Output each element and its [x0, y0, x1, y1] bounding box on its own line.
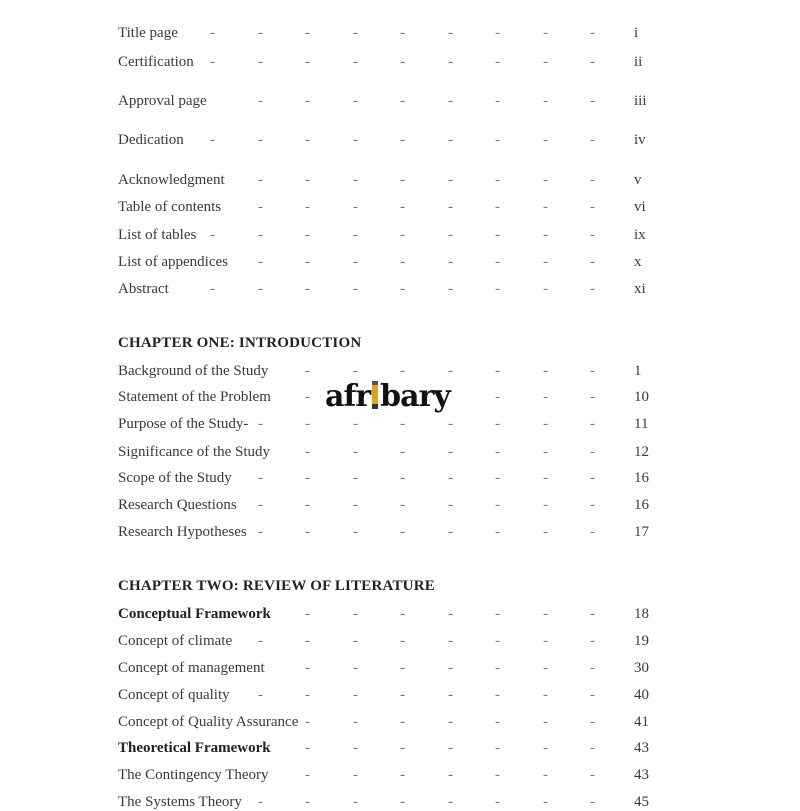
leader-dash: -	[590, 497, 595, 513]
toc-entry	[0, 226, 800, 244]
leader-dash: -	[590, 93, 595, 109]
leader-dash: -	[448, 93, 453, 109]
leader-dash: -	[305, 714, 310, 730]
leader-dash: -	[543, 416, 548, 432]
leader-dash: -	[590, 606, 595, 622]
leader-dash: -	[495, 172, 500, 188]
leader-dash: -	[448, 497, 453, 513]
leader-dash: -	[495, 132, 500, 148]
leader-dash: -	[258, 416, 263, 432]
leader-dash: -	[495, 687, 500, 703]
leader-dash: -	[495, 281, 500, 297]
leader-dash: -	[400, 687, 405, 703]
leader-dash: -	[305, 416, 310, 432]
leader-dash: -	[258, 199, 263, 215]
leader-dash: -	[400, 416, 405, 432]
leader-dash: -	[590, 633, 595, 649]
entry-page-number: ix	[634, 227, 646, 243]
entry-page-number: iii	[634, 93, 647, 109]
leader-dash: -	[590, 416, 595, 432]
leader-dash: -	[353, 254, 358, 270]
entry-label: Approval page	[118, 93, 207, 109]
leader-dash: -	[353, 172, 358, 188]
leader-dash: -	[353, 687, 358, 703]
leader-dash: -	[543, 132, 548, 148]
leader-dash: -	[258, 687, 263, 703]
toc-entry	[0, 253, 800, 271]
toc-entry	[0, 24, 800, 42]
leader-dash: -	[448, 199, 453, 215]
leader-dash: -	[448, 363, 453, 379]
toc-entry	[0, 469, 800, 487]
entry-label: List of appendices	[118, 254, 228, 270]
leader-dash: -	[353, 93, 358, 109]
leader-dash: -	[305, 524, 310, 540]
toc-entry	[0, 53, 800, 71]
entry-label: List of tables	[118, 227, 197, 243]
leader-dash: -	[353, 227, 358, 243]
leader-dash: -	[258, 132, 263, 148]
leader-dash: -	[448, 416, 453, 432]
entry-page-number: 18	[634, 606, 649, 622]
toc-entry	[0, 713, 800, 731]
leader-dash: -	[353, 660, 358, 676]
leader-dash: -	[590, 363, 595, 379]
leader-dash: -	[543, 281, 548, 297]
leader-dash: -	[495, 444, 500, 460]
leader-dash: -	[590, 524, 595, 540]
leader-dash: -	[495, 470, 500, 486]
leader-dash: -	[495, 497, 500, 513]
entry-page-number: 17	[634, 524, 649, 540]
entry-label: Concept of Quality Assurance	[118, 714, 299, 730]
leader-dash: -	[590, 389, 595, 405]
leader-dash: -	[495, 363, 500, 379]
entry-label: Significance of the Study	[118, 444, 271, 460]
leader-dash: -	[305, 93, 310, 109]
leader-dash: -	[258, 794, 263, 810]
leader-dash: -	[400, 633, 405, 649]
leader-dash: -	[495, 524, 500, 540]
leader-dash: -	[448, 633, 453, 649]
entry-page-number: xi	[634, 281, 646, 297]
leader-dash: -	[305, 363, 310, 379]
leader-dash: -	[590, 227, 595, 243]
leader-dash: -	[305, 497, 310, 513]
leader-dash: -	[590, 444, 595, 460]
leader-dash: -	[305, 444, 310, 460]
toc-entry	[0, 496, 800, 514]
entry-page-number: i	[634, 25, 639, 41]
leader-dash: -	[543, 199, 548, 215]
entry-label: Table of contents	[118, 199, 222, 215]
leader-dash: -	[495, 93, 500, 109]
entry-label: Conceptual Framework	[118, 606, 271, 622]
leader-dash: -	[448, 172, 453, 188]
leader-dash: -	[543, 687, 548, 703]
leader-dash: -	[448, 524, 453, 540]
leader-dash: -	[210, 281, 215, 297]
leader-dash: -	[353, 25, 358, 41]
toc-entry	[0, 362, 800, 380]
entry-label: The Contingency Theory	[118, 767, 269, 783]
entry-label: Statement of the Problem	[118, 389, 271, 405]
toc-entry	[0, 793, 800, 811]
leader-dash: -	[495, 606, 500, 622]
leader-dash: -	[495, 416, 500, 432]
leader-dash: -	[353, 199, 358, 215]
entry-label: Acknowledgment	[118, 172, 225, 188]
entry-page-number: 16	[634, 470, 649, 486]
leader-dash: -	[258, 281, 263, 297]
entry-label: Purpose of the Study-	[118, 416, 249, 432]
entry-page-number: 40	[634, 687, 649, 703]
leader-dash: -	[448, 281, 453, 297]
chapter-two-heading: CHAPTER TWO: REVIEW OF LITERATURE	[118, 578, 435, 594]
leader-dash: -	[258, 254, 263, 270]
leader-dash: -	[590, 660, 595, 676]
leader-dash: -	[353, 767, 358, 783]
entry-label: Title page	[118, 25, 178, 41]
leader-dash: -	[210, 25, 215, 41]
entry-page-number: 30	[634, 660, 649, 676]
entry-label: Theoretical Framework	[118, 740, 271, 756]
toc-entry	[0, 605, 800, 623]
leader-dash: -	[305, 54, 310, 70]
entry-page-number: v	[634, 172, 642, 188]
leader-dash: -	[305, 389, 310, 405]
afribary-watermark-logo	[325, 380, 450, 414]
leader-dash: -	[353, 794, 358, 810]
leader-dash: -	[258, 633, 263, 649]
leader-dash: -	[305, 254, 310, 270]
leader-dash: -	[210, 132, 215, 148]
leader-dash: -	[400, 54, 405, 70]
leader-dash: -	[543, 93, 548, 109]
leader-dash: -	[400, 794, 405, 810]
leader-dash: -	[543, 740, 548, 756]
chapter-one-heading: CHAPTER ONE: INTRODUCTION	[118, 335, 362, 351]
leader-dash: -	[258, 25, 263, 41]
leader-dash: -	[495, 767, 500, 783]
entry-label: Background of the Study	[118, 363, 269, 379]
leader-dash: -	[590, 281, 595, 297]
entry-label: Research Hypotheses	[118, 524, 247, 540]
leader-dash: -	[590, 740, 595, 756]
leader-dash: -	[258, 470, 263, 486]
leader-dash: -	[495, 199, 500, 215]
leader-dash: -	[353, 444, 358, 460]
leader-dash: -	[495, 633, 500, 649]
entry-page-number: 41	[634, 714, 649, 730]
entry-label: Dedication	[118, 132, 184, 148]
leader-dash: -	[495, 714, 500, 730]
leader-dash: -	[305, 470, 310, 486]
leader-dash: -	[305, 633, 310, 649]
leader-dash: -	[305, 606, 310, 622]
leader-dash: -	[210, 227, 215, 243]
leader-dash: -	[353, 740, 358, 756]
leader-dash: -	[590, 25, 595, 41]
entry-page-number: 1	[634, 363, 642, 379]
leader-dash: -	[305, 199, 310, 215]
leader-dash: -	[448, 132, 453, 148]
leader-dash: -	[590, 470, 595, 486]
logo-text-left: afr	[325, 379, 371, 414]
toc-entry	[0, 632, 800, 650]
leader-dash: -	[305, 132, 310, 148]
leader-dash: -	[258, 172, 263, 188]
leader-dash: -	[400, 470, 405, 486]
entry-page-number: 11	[634, 416, 649, 432]
leader-dash: -	[448, 687, 453, 703]
leader-dash: -	[543, 767, 548, 783]
leader-dash: -	[448, 740, 453, 756]
leader-dash: -	[448, 254, 453, 270]
entry-label: Concept of quality	[118, 687, 230, 703]
leader-dash: -	[495, 660, 500, 676]
leader-dash: -	[400, 444, 405, 460]
leader-dash: -	[305, 740, 310, 756]
leader-dash: -	[590, 687, 595, 703]
leader-dash: -	[400, 172, 405, 188]
leader-dash: -	[305, 660, 310, 676]
entry-label: Concept of management	[118, 660, 265, 676]
toc-entry	[0, 171, 800, 189]
leader-dash: -	[305, 172, 310, 188]
leader-dash: -	[543, 524, 548, 540]
leader-dash: -	[353, 363, 358, 379]
leader-dash: -	[305, 767, 310, 783]
toc-entry	[0, 523, 800, 541]
leader-dash: -	[590, 199, 595, 215]
leader-dash: -	[543, 25, 548, 41]
leader-dash: -	[305, 281, 310, 297]
leader-dash: -	[495, 254, 500, 270]
toc-entry	[0, 659, 800, 677]
entry-label: Concept of climate	[118, 633, 233, 649]
leader-dash: -	[495, 794, 500, 810]
leader-dash: -	[258, 93, 263, 109]
leader-dash: -	[448, 444, 453, 460]
entry-page-number: 43	[634, 740, 649, 756]
leader-dash: -	[543, 172, 548, 188]
leader-dash: -	[543, 714, 548, 730]
leader-dash: -	[543, 470, 548, 486]
entry-page-number: vi	[634, 199, 646, 215]
leader-dash: -	[400, 767, 405, 783]
entry-label: Certification	[118, 54, 194, 70]
entry-page-number: 19	[634, 633, 649, 649]
leader-dash: -	[258, 54, 263, 70]
leader-dash: -	[400, 25, 405, 41]
leader-dash: -	[400, 606, 405, 622]
leader-dash: -	[543, 389, 548, 405]
toc-entry	[0, 739, 800, 757]
leader-dash: -	[543, 54, 548, 70]
entry-page-number: 45	[634, 794, 649, 810]
entry-page-number: iv	[634, 132, 646, 148]
leader-dash: -	[400, 227, 405, 243]
leader-dash: -	[400, 93, 405, 109]
leader-dash: -	[353, 714, 358, 730]
leader-dash: -	[400, 524, 405, 540]
pencil-icon	[372, 381, 378, 409]
leader-dash: -	[543, 444, 548, 460]
leader-dash: -	[543, 254, 548, 270]
entry-page-number: 16	[634, 497, 649, 513]
leader-dash: -	[495, 740, 500, 756]
leader-dash: -	[305, 794, 310, 810]
leader-dash: -	[400, 281, 405, 297]
toc-entry	[0, 443, 800, 461]
leader-dash: -	[543, 660, 548, 676]
leader-dash: -	[305, 25, 310, 41]
toc-entry	[0, 415, 800, 433]
entry-label: Research Questions	[118, 497, 237, 513]
leader-dash: -	[590, 132, 595, 148]
toc-entry	[0, 686, 800, 704]
leader-dash: -	[543, 794, 548, 810]
leader-dash: -	[400, 363, 405, 379]
leader-dash: -	[448, 606, 453, 622]
leader-dash: -	[543, 497, 548, 513]
leader-dash: -	[258, 524, 263, 540]
leader-dash: -	[448, 767, 453, 783]
leader-dash: -	[590, 254, 595, 270]
leader-dash: -	[400, 254, 405, 270]
leader-dash: -	[400, 497, 405, 513]
leader-dash: -	[353, 281, 358, 297]
entry-page-number: ii	[634, 54, 643, 70]
leader-dash: -	[353, 54, 358, 70]
leader-dash: -	[448, 660, 453, 676]
leader-dash: -	[353, 497, 358, 513]
leader-dash: -	[590, 767, 595, 783]
leader-dash: -	[400, 660, 405, 676]
leader-dash: -	[495, 54, 500, 70]
leader-dash: -	[353, 132, 358, 148]
leader-dash: -	[495, 25, 500, 41]
leader-dash: -	[543, 363, 548, 379]
leader-dash: -	[353, 524, 358, 540]
leader-dash: -	[590, 794, 595, 810]
toc-entry	[0, 92, 800, 110]
entry-label: Abstract	[118, 281, 169, 297]
toc-entry	[0, 198, 800, 216]
leader-dash: -	[448, 470, 453, 486]
leader-dash: -	[353, 633, 358, 649]
leader-dash: -	[353, 470, 358, 486]
leader-dash: -	[400, 132, 405, 148]
toc-entry	[0, 131, 800, 149]
leader-dash: -	[258, 497, 263, 513]
leader-dash: -	[210, 54, 215, 70]
entry-page-number: 12	[634, 444, 649, 460]
leader-dash: -	[353, 416, 358, 432]
leader-dash: -	[448, 54, 453, 70]
leader-dash: -	[448, 794, 453, 810]
leader-dash: -	[495, 389, 500, 405]
leader-dash: -	[590, 714, 595, 730]
leader-dash: -	[305, 687, 310, 703]
leader-dash: -	[353, 606, 358, 622]
leader-dash: -	[543, 606, 548, 622]
leader-dash: -	[590, 172, 595, 188]
logo-text-right: bary	[380, 379, 450, 414]
leader-dash: -	[543, 633, 548, 649]
leader-dash: -	[400, 199, 405, 215]
leader-dash: -	[448, 25, 453, 41]
entry-label: The Systems Theory	[118, 794, 242, 810]
leader-dash: -	[495, 227, 500, 243]
leader-dash: -	[305, 227, 310, 243]
entry-page-number: x	[634, 254, 642, 270]
entry-page-number: 10	[634, 389, 649, 405]
toc-entry	[0, 280, 800, 298]
leader-dash: -	[590, 54, 595, 70]
leader-dash: -	[258, 227, 263, 243]
entry-page-number: 43	[634, 767, 649, 783]
leader-dash: -	[400, 740, 405, 756]
toc-entry	[0, 766, 800, 784]
leader-dash: -	[400, 714, 405, 730]
leader-dash: -	[543, 227, 548, 243]
leader-dash: -	[448, 227, 453, 243]
entry-label: Scope of the Study	[118, 470, 232, 486]
leader-dash: -	[448, 714, 453, 730]
